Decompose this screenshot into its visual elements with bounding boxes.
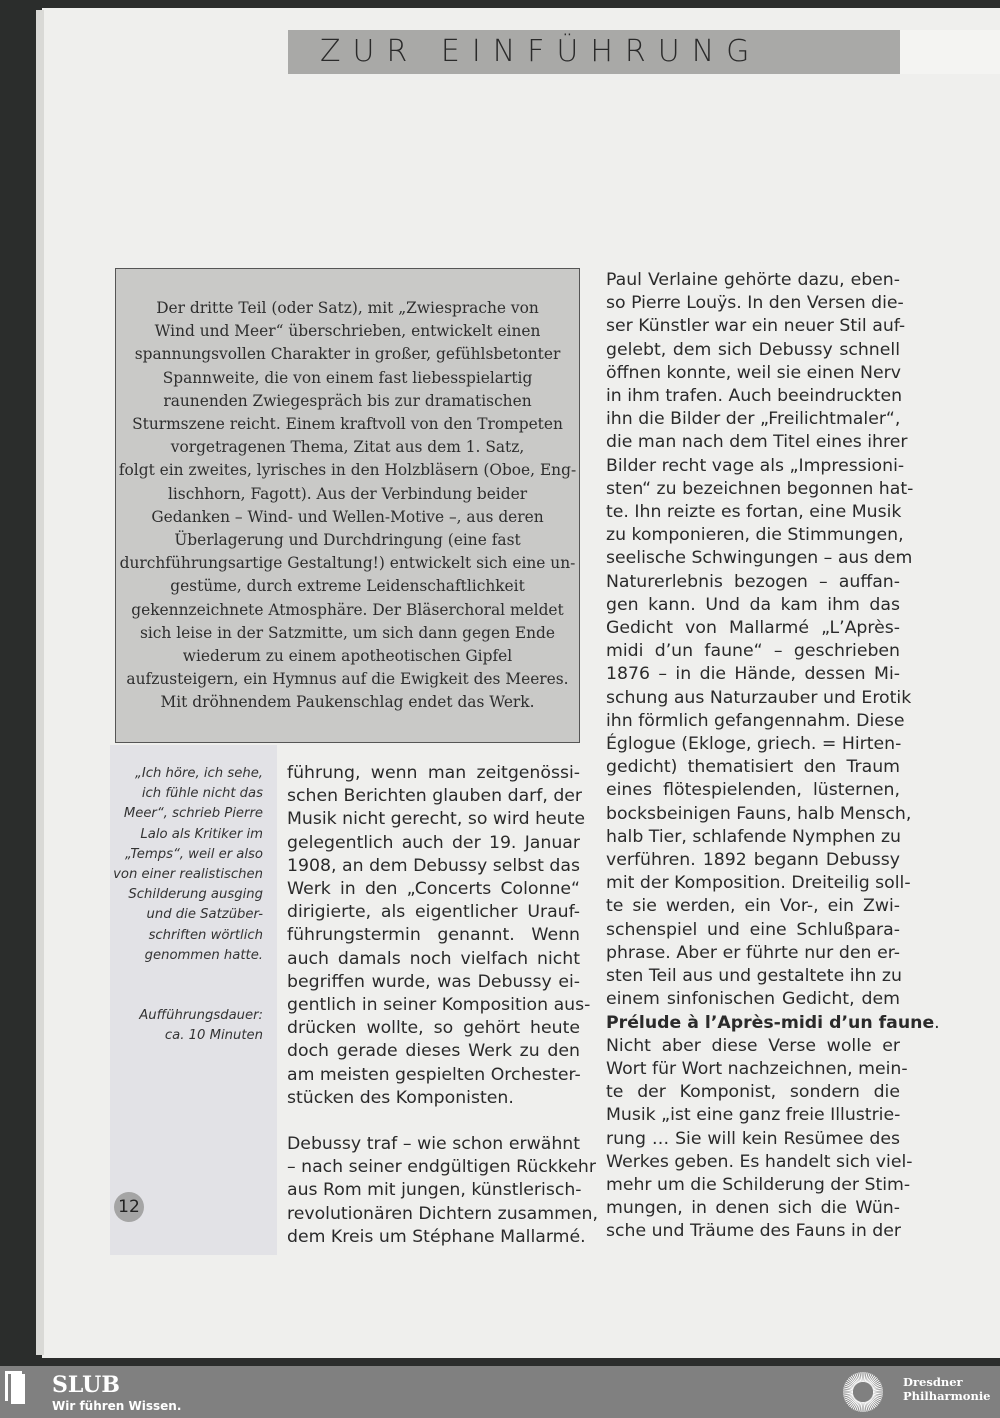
- text-line: Sturmszene reicht. Einem kraftvoll von den Trompeten: [132, 415, 563, 434]
- text-line: Bilder recht vage als „Impressioni-: [606, 455, 905, 476]
- text-line: ihn förmlich gefangennahm. Diese: [606, 710, 905, 731]
- text-line: einem sinfonischen Gedicht, dem: [606, 989, 900, 1010]
- text-line: von einer realistischen: [113, 867, 263, 883]
- footer-bar: [0, 1366, 1000, 1418]
- text-line: schung aus Naturzauber und Erotik: [606, 687, 912, 708]
- sidebar-notes: [110, 764, 263, 1046]
- text-line: te sie werden, ein Vor-, ein Zwi-: [606, 896, 900, 917]
- text-line: 1908, an dem Debussy selbst das: [287, 855, 580, 876]
- text-line: Der dritte Teil (oder Satz), mit „Zwiesprache von: [156, 299, 539, 317]
- text-line: te der Komponist, sondern die: [606, 1082, 900, 1103]
- text-line: am meisten gespielten Orchester-: [287, 1064, 581, 1085]
- text-line: schriften wörtlich: [148, 927, 263, 943]
- work-title-line: [606, 1012, 940, 1035]
- partner-line-1: Dresdner: [903, 1375, 963, 1389]
- text-line: lischhorn, Fagott). Aus der Verbindung beider: [167, 484, 528, 503]
- text-line: gentlich in seiner Komposition aus-: [287, 995, 591, 1016]
- header-margin: [900, 30, 1000, 74]
- middle-column: [287, 762, 598, 1249]
- text-line: stücken des Komponisten.: [287, 1087, 514, 1108]
- text-line: spannungsvollen Charakter in großer, gefühlsbetonter: [134, 345, 561, 364]
- text-line: ich fühle nicht das: [141, 786, 263, 802]
- text-line: Aufführungsdauer:: [139, 1008, 263, 1024]
- text-line: vorgetragenen Thema, Zitat aus dem 1. Satz,: [170, 438, 525, 457]
- text-line: revolutionären Dichtern zusammen,: [287, 1203, 598, 1224]
- text-line: gelebt, dem sich Debussy schnell: [606, 339, 900, 360]
- text-line: öffnen konnte, weil sie einen Nerv: [606, 362, 901, 383]
- text-line: – nach seiner endgültigen Rückkehr: [287, 1157, 596, 1178]
- text-line: midi d’un faune“ – geschrieben: [606, 641, 900, 662]
- text-line: gedicht) thematisiert den Traum: [606, 757, 900, 778]
- text-line: Wind und Meer“ überschrieben, entwickelt einen: [154, 322, 541, 341]
- text-line: Schilderung ausging: [128, 887, 263, 903]
- text-line: ser Künstler war ein neuer Stil auf-: [606, 316, 906, 337]
- punctuation: .: [934, 1012, 940, 1033]
- text-line: Meer“, schrieb Pierre: [123, 806, 263, 822]
- text-line: schen Berichten glauben darf, der: [287, 786, 583, 807]
- page-number: 12: [114, 1192, 144, 1222]
- slub-book-icon: [8, 1374, 25, 1404]
- text-line: doch gerade dieses Werk zu den: [287, 1041, 580, 1062]
- slub-logo-text[interactable]: SLUB: [52, 1372, 120, 1398]
- text-line: genommen hatte.: [144, 947, 263, 963]
- page-edge: [36, 10, 44, 1355]
- footer-divider: [0, 1358, 1000, 1366]
- text-line: ihn die Bilder der „Freilichtmaler“,: [606, 409, 901, 430]
- text-line: gen kann. Und da kam ihm das: [606, 594, 900, 615]
- text-line: mehr um die Schilderung der Stim-: [606, 1174, 911, 1195]
- synopsis-box: [115, 268, 580, 743]
- text-line: in ihm trafen. Auch beeindruckten: [606, 386, 903, 407]
- text-line: Nicht aber diese Verse wolle er: [606, 1035, 900, 1056]
- text-line: Debussy traf – wie schon erwähnt: [287, 1134, 580, 1155]
- partner-line-2: Philharmonie: [903, 1389, 991, 1403]
- text-line: raunenden Zwiegespräch bis zur dramatischen: [163, 391, 532, 410]
- text-line: Überlagerung und Durchdringung (eine fast: [174, 531, 521, 550]
- text-line: Musik nicht gerecht, so wird heute: [287, 809, 586, 830]
- text-line: rung … Sie will kein Resümee des: [606, 1128, 900, 1149]
- text-line: gekennzeichnete Atmosphäre. Der Bläserchoral meldet: [131, 600, 564, 619]
- text-line: halb Tier, schlafende Nymphen zu: [606, 826, 901, 847]
- text-line: ca. 10 Minuten: [164, 1028, 263, 1044]
- text-line: aufzusteigern, ein Hymnus auf die Ewigkeit des Meeres.: [126, 670, 569, 689]
- text-line: so Pierre Louÿs. In den Versen die-: [606, 293, 904, 314]
- text-line: führung, wenn man zeitgenössi-: [287, 763, 580, 783]
- text-line: führungstermin genannt. Wenn: [287, 925, 580, 946]
- text-line: Wort für Wort nachzeichnen, mein-: [606, 1058, 908, 1079]
- text-line: sich leise in der Satzmitte, um sich dann gegen Ende: [139, 623, 556, 642]
- text-line: seelische Schwingungen – aus dem: [606, 548, 913, 569]
- text-line: phrase. Aber er führte nur den er-: [606, 942, 900, 963]
- text-line: „Ich höre, ich sehe,: [135, 766, 263, 781]
- text-line: gestüme, durch extreme Leidenschaftlichkeit: [170, 577, 525, 596]
- text-line: schenspiel und eine Schlußpara-: [606, 919, 900, 940]
- text-line: durchführungsartige Gestaltung!) entwickelt sich eine un-: [119, 554, 576, 573]
- paragraph-gap: [110, 966, 263, 1006]
- text-line: 1876 – in die Hände, dessen Mi-: [606, 664, 900, 685]
- work-title: Prélude à l’Après-midi d’un faune: [606, 1012, 935, 1033]
- text-line: Mit dröhnendem Paukenschlag endet das Werk.: [160, 693, 535, 712]
- text-line: verführen. 1892 begann Debussy: [606, 850, 900, 871]
- text-line: zu komponieren, die Stimmungen,: [606, 525, 904, 546]
- text-line: Gedanken – Wind- und Wellen-Motive –, aus deren: [151, 507, 544, 526]
- partner-logo-text[interactable]: [903, 1375, 991, 1403]
- text-line: folgt ein zweites, lyrisches in den Holzbläsern (Oboe, Eng-: [118, 461, 577, 480]
- text-line: Musik „ist eine ganz freie Illustrie-: [606, 1105, 901, 1126]
- section-title: ZUR EINFÜHRUNG: [320, 34, 762, 69]
- text-line: und die Satzüber-: [146, 907, 263, 923]
- text-line: te. Ihn reizte es fortan, eine Musik: [606, 502, 902, 523]
- text-line: mit der Komposition. Dreiteilig soll-: [606, 873, 911, 894]
- text-line: Werk in den „Concerts Colonne“: [287, 879, 580, 900]
- text-line: Werkes geben. Es handelt sich viel-: [606, 1151, 913, 1172]
- text-line: Églogue (Ekloge, griech. = Hirten-: [606, 734, 902, 755]
- text-line: drücken wollte, so gehört heute: [287, 1018, 580, 1039]
- text-line: wiederum zu einem apotheotischen Gipfel: [182, 647, 513, 666]
- text-line: Naturerlebnis bezogen – auffan-: [606, 571, 900, 592]
- right-column: [606, 269, 940, 1244]
- text-line: Lalo als Kritiker im: [140, 826, 263, 842]
- text-line: sten“ zu bezeichnen begonnen hat-: [606, 478, 914, 499]
- text-line: sche und Träume des Fauns in der: [606, 1221, 901, 1242]
- text-line: begriffen wurde, was Debussy ei-: [287, 971, 580, 992]
- text-line: auch damals noch vielfach nicht: [287, 948, 580, 969]
- text-line: dirigierte, als eigentlicher Urauf-: [287, 902, 580, 923]
- text-line: aus Rom mit jungen, künstlerisch-: [287, 1180, 582, 1201]
- text-line: gelegentlich auch der 19. Januar: [287, 832, 580, 853]
- philharmonie-logo-icon[interactable]: [842, 1371, 884, 1413]
- text-line: eines flötespielenden, lüsternen,: [606, 780, 900, 801]
- text-line: dem Kreis um Stéphane Mallarmé.: [287, 1226, 586, 1247]
- text-line: Gedicht von Mallarmé „L’Après-: [606, 618, 900, 639]
- slub-tagline: Wir führen Wissen.: [52, 1399, 182, 1413]
- text-line: bocksbeinigen Fauns, halb Mensch,: [606, 803, 912, 824]
- paragraph-gap: [287, 1110, 580, 1133]
- text-line: Spannweite, die von einem fast liebesspielartig: [162, 368, 533, 387]
- text-line: Paul Verlaine gehörte dazu, eben-: [606, 270, 900, 290]
- text-line: die man nach dem Titel eines ihrer: [606, 432, 908, 453]
- text-line: sten Teil aus und gestaltete ihn zu: [606, 966, 902, 987]
- text-line: mungen, in denen sich die Wün-: [606, 1198, 900, 1219]
- text-line: „Temps“, weil er also: [124, 846, 263, 862]
